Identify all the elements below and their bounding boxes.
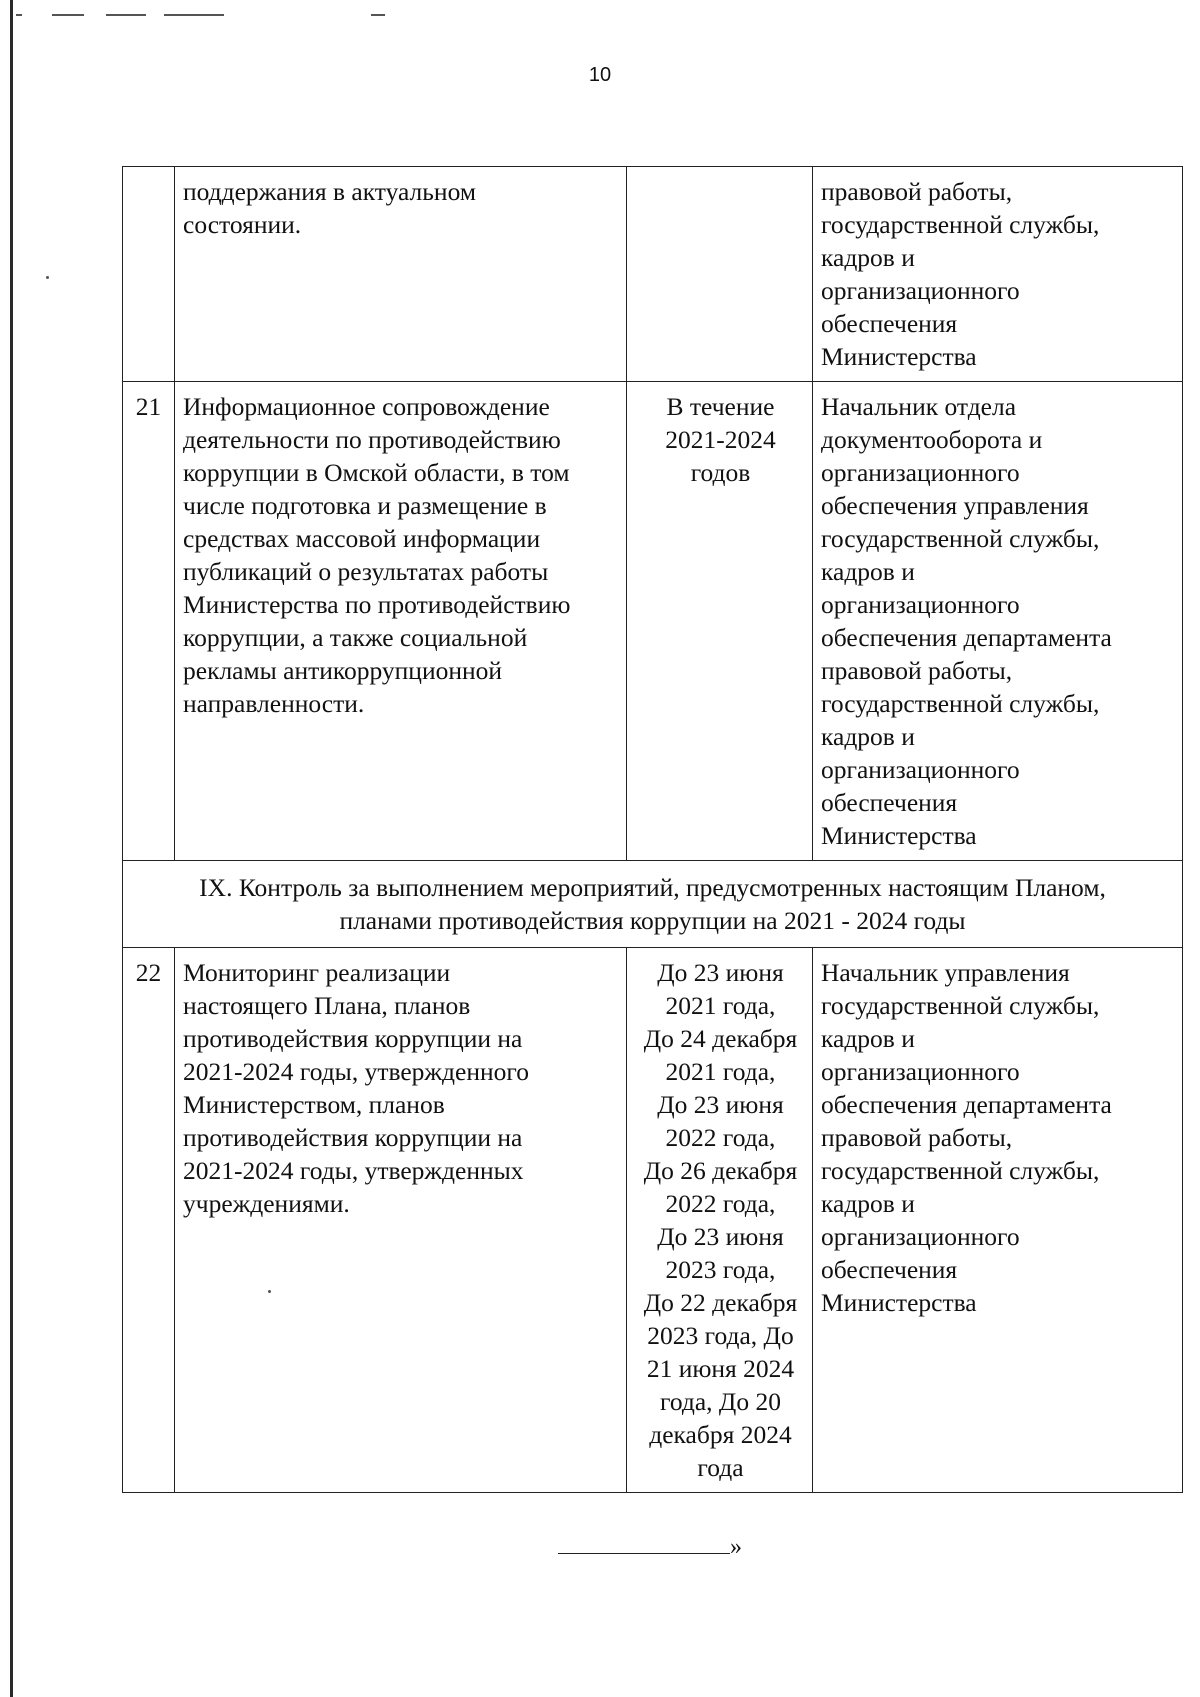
- item-responsible: Начальник управления государственной службы, кадров и организационного обеспечения департамента правовой работы, государственной службы, кадров и организационного обеспечения Министерства: [813, 948, 1183, 1493]
- closing-underline: [558, 1553, 730, 1554]
- item-description: поддержания в актуальном состоянии.: [175, 167, 627, 382]
- item-number: 22: [123, 948, 175, 1493]
- section-heading: IX. Контроль за выполнением мероприятий, предусмотренных настоящим Планом, планами противодействия коррупции на 2021 - 2024 годы: [123, 861, 1183, 948]
- item-description: Информационное сопровождение деятельности по противодействию коррупции в Омской области, в том числе подготовка и размещение в средствах массовой информации публикаций о результатах работы Министерства по противодействию коррупции, а также социальной рекламы антикоррупционной направленности.: [175, 382, 627, 861]
- item-term: [627, 167, 813, 382]
- table-row: [123, 948, 1183, 1493]
- item-number: [123, 167, 175, 382]
- item-responsible: правовой работы, государственной службы, кадров и организационного обеспечения Министерства: [813, 167, 1183, 382]
- item-term: В течение 2021-2024 годов: [627, 382, 813, 861]
- closing-quote: »: [730, 1534, 742, 1560]
- item-responsible: Начальник отдела документооборота и организационного обеспечения управления государственной службы, кадров и организационного обеспечения департамента правовой работы, государственной службы, кадров и организационного обеспечения Министерства: [813, 382, 1183, 861]
- scan-marks: [16, 14, 396, 18]
- scan-speck: [46, 276, 49, 279]
- item-number: 21: [123, 382, 175, 861]
- closing-mark: [558, 1534, 742, 1561]
- table-row: [123, 167, 1183, 382]
- section-heading-row: [123, 861, 1183, 948]
- table-row: [123, 382, 1183, 861]
- scan-edge: [10, 0, 13, 1697]
- item-term: До 23 июня 2021 года, До 24 декабря 2021 года, До 23 июня 2022 года, До 26 декабря 2022 года, До 23 июня 2023 года, До 22 декабря 2023 года, До 21 июня 2024 года, До 20 декабря 2024 года: [627, 948, 813, 1493]
- item-description: Мониторинг реализации настоящего Плана, планов противодействия коррупции на 2021-2024 годы, утвержденного Министерством, планов противодействия коррупции на 2021-2024 годы, утвержденных учреждениями.: [175, 948, 627, 1493]
- plan-table: [122, 166, 1183, 1493]
- page-number: 10: [588, 64, 612, 86]
